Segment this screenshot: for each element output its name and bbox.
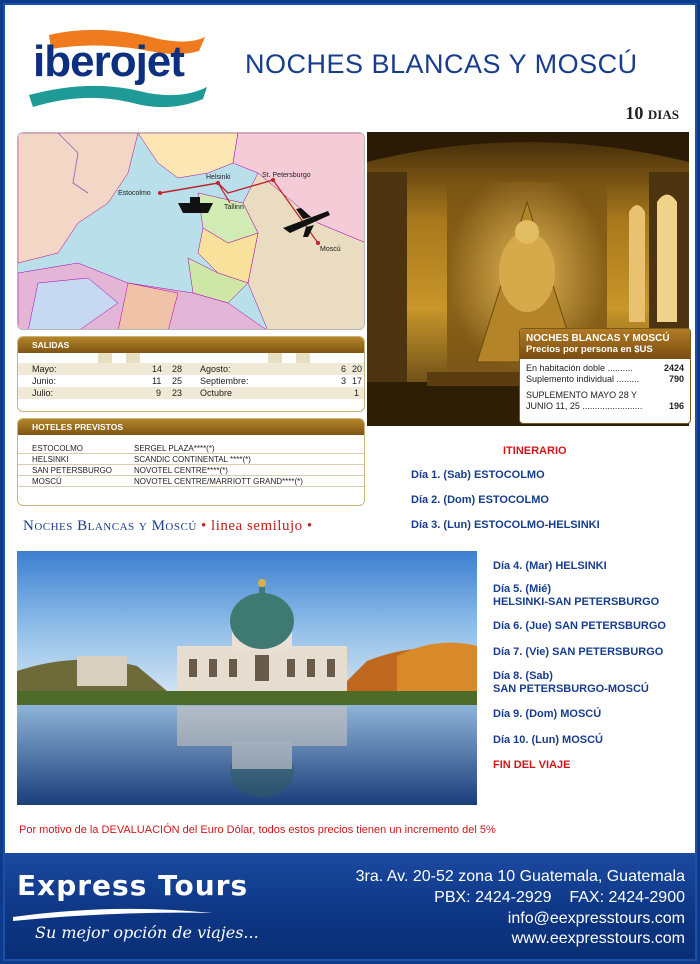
date-cell: 9 bbox=[156, 388, 162, 398]
note-text: Por motivo de la bbox=[19, 824, 102, 836]
date-cell: 3 bbox=[341, 376, 347, 386]
map-label-moscu: Moscú bbox=[320, 246, 341, 253]
duration-number: 10 bbox=[625, 103, 644, 123]
price-label: Suplemento individual ......... bbox=[526, 374, 640, 384]
itinerary-day: Día 5. (Mié) bbox=[493, 583, 552, 595]
departures-table bbox=[17, 336, 365, 412]
devaluation-note bbox=[19, 824, 496, 836]
route-map bbox=[17, 132, 365, 330]
date-cell: 28 bbox=[172, 364, 183, 374]
price-box bbox=[519, 328, 691, 424]
itinerary-day: Día 1. (Sab) ESTOCOLMO bbox=[411, 469, 545, 481]
tour-subtitle bbox=[23, 518, 313, 535]
price-row-single bbox=[520, 374, 690, 385]
itinerary-day: Día 6. (Jue) SAN PETERSBURGO bbox=[493, 620, 666, 632]
month-label: Mayo: bbox=[32, 364, 57, 374]
month-label: Octubre bbox=[200, 388, 233, 398]
date-cell: 14 bbox=[152, 364, 163, 374]
price-row-double bbox=[520, 363, 690, 374]
map-label-stpetersburgo: St. Petersburgo bbox=[262, 172, 311, 179]
note-text: del Euro Dólar, todos estos precios tienen un incremento del 5% bbox=[179, 824, 496, 836]
hotel-city: SAN PETERSBURGO bbox=[32, 466, 113, 475]
itinerary-day: Día 2. (Dom) ESTOCOLMO bbox=[411, 494, 549, 506]
itinerary-heading: ITINERARIO bbox=[503, 445, 567, 457]
logo-text: iberojet bbox=[33, 37, 184, 86]
agency-email[interactable]: info@eexpresstours.com bbox=[507, 910, 685, 927]
bullet: • bbox=[306, 518, 313, 534]
hotels-heading: HOTELES PREVISTOS bbox=[18, 419, 364, 435]
hotel-row bbox=[18, 454, 364, 465]
date-cell: 23 bbox=[172, 388, 183, 398]
bullet: • bbox=[201, 518, 207, 534]
price-value: 2424 bbox=[663, 363, 684, 373]
itinerary-day: Día 8. (Sab) bbox=[493, 670, 553, 682]
hotel-name: SERGEL PLAZA****(*) bbox=[134, 444, 215, 453]
agency-website[interactable]: www.eexpresstours.com bbox=[511, 930, 685, 947]
palace-graphic bbox=[17, 551, 477, 805]
map-label-estocolmo: Estocolmo bbox=[118, 190, 151, 197]
brochure-page bbox=[3, 3, 697, 961]
month-label: Septiembre: bbox=[200, 376, 249, 386]
hotel-name: SCANDIC CONTINENTAL ****(*) bbox=[134, 455, 251, 464]
hotel-name: NOVOTEL CENTRE/MARRIOTT GRAND****(*) bbox=[134, 477, 303, 486]
itinerary-day: Día 7. (Vie) SAN PETERSBURGO bbox=[493, 646, 664, 658]
departures-heading: SALIDAS bbox=[18, 337, 364, 353]
date-cell: 25 bbox=[172, 376, 183, 386]
hotel-city: MOSCÚ bbox=[32, 477, 62, 486]
tour-line: linea semilujo bbox=[211, 518, 303, 534]
price-row-supplement-dates bbox=[520, 401, 690, 412]
price-title: NOCHES BLANCAS Y MOSCÚ bbox=[526, 333, 670, 344]
itinerary-day: Día 10. (Lun) MOSCÚ bbox=[493, 734, 604, 746]
hotel-row bbox=[18, 443, 364, 454]
agency-tagline: Su mejor opción de viajes... bbox=[35, 923, 259, 942]
date-cell: 1 bbox=[354, 388, 360, 398]
date-cell: 20 bbox=[352, 364, 363, 374]
agency-footer bbox=[5, 853, 697, 961]
agency-address: 3ra. Av. 20-52 zona 10 Guatemala, Guatemala bbox=[355, 868, 685, 885]
hotel-city: ESTOCOLMO bbox=[32, 444, 83, 453]
date-cell: 17 bbox=[352, 376, 363, 386]
price-label: SUPLEMENTO MAYO 28 Y bbox=[526, 390, 638, 400]
duration-unit: DIAS bbox=[647, 107, 679, 122]
duration bbox=[625, 103, 679, 124]
departures-row bbox=[18, 387, 364, 399]
itinerary-end: FIN DEL VIAJE bbox=[493, 759, 571, 771]
price-label: En habitación doble .......... bbox=[526, 363, 633, 373]
tour-name: Noches Blancas y Moscú bbox=[23, 518, 197, 534]
price-label: JUNIO 11, 25 ........................ bbox=[526, 401, 643, 411]
itinerary-day: Día 9. (Dom) MOSCÚ bbox=[493, 708, 602, 720]
price-header bbox=[520, 329, 690, 359]
map-label-tallinn: Tallinn bbox=[224, 204, 244, 211]
agency-phones: PBX: 2424-2929 FAX: 2424-2900 bbox=[434, 889, 685, 906]
price-value: 790 bbox=[668, 374, 684, 384]
map-label-helsinki: Helsinki bbox=[206, 174, 231, 181]
itinerary-day: Día 4. (Mar) HELSINKI bbox=[493, 560, 607, 572]
hotel-name: NOVOTEL CENTRE****(*) bbox=[134, 466, 228, 475]
hotels-table bbox=[17, 418, 365, 506]
hotel-city: HELSINKI bbox=[32, 455, 69, 464]
agency-brand: Express Tours bbox=[17, 869, 249, 902]
departures-row bbox=[18, 375, 364, 387]
note-emphasis: DEVALUACIÓN bbox=[101, 824, 180, 836]
date-cell: 6 bbox=[341, 364, 347, 374]
price-row-supplement bbox=[520, 390, 690, 401]
price-subtitle: Precios por persona en $US bbox=[526, 344, 653, 355]
departures-row bbox=[18, 363, 364, 375]
palace-lake-photo bbox=[17, 551, 477, 805]
hotel-row bbox=[18, 465, 364, 476]
price-value: 196 bbox=[668, 401, 684, 411]
map-graphic bbox=[18, 133, 365, 330]
month-label: Agosto: bbox=[200, 364, 231, 374]
month-label: Julio: bbox=[32, 388, 54, 398]
iberojet-logo bbox=[29, 29, 209, 109]
hotel-row bbox=[18, 476, 364, 487]
date-cell: 11 bbox=[152, 376, 162, 386]
month-label: Junio: bbox=[32, 376, 57, 386]
swoosh-icon bbox=[13, 907, 213, 921]
itinerary-day: Día 3. (Lun) ESTOCOLMO-HELSINKI bbox=[411, 519, 600, 531]
page-title: NOCHES BLANCAS Y MOSCÚ bbox=[245, 49, 638, 79]
itinerary-day: HELSINKI-SAN PETERSBURGO bbox=[493, 596, 660, 608]
itinerary-day: SAN PETERSBURGO-MOSCÚ bbox=[493, 683, 649, 695]
